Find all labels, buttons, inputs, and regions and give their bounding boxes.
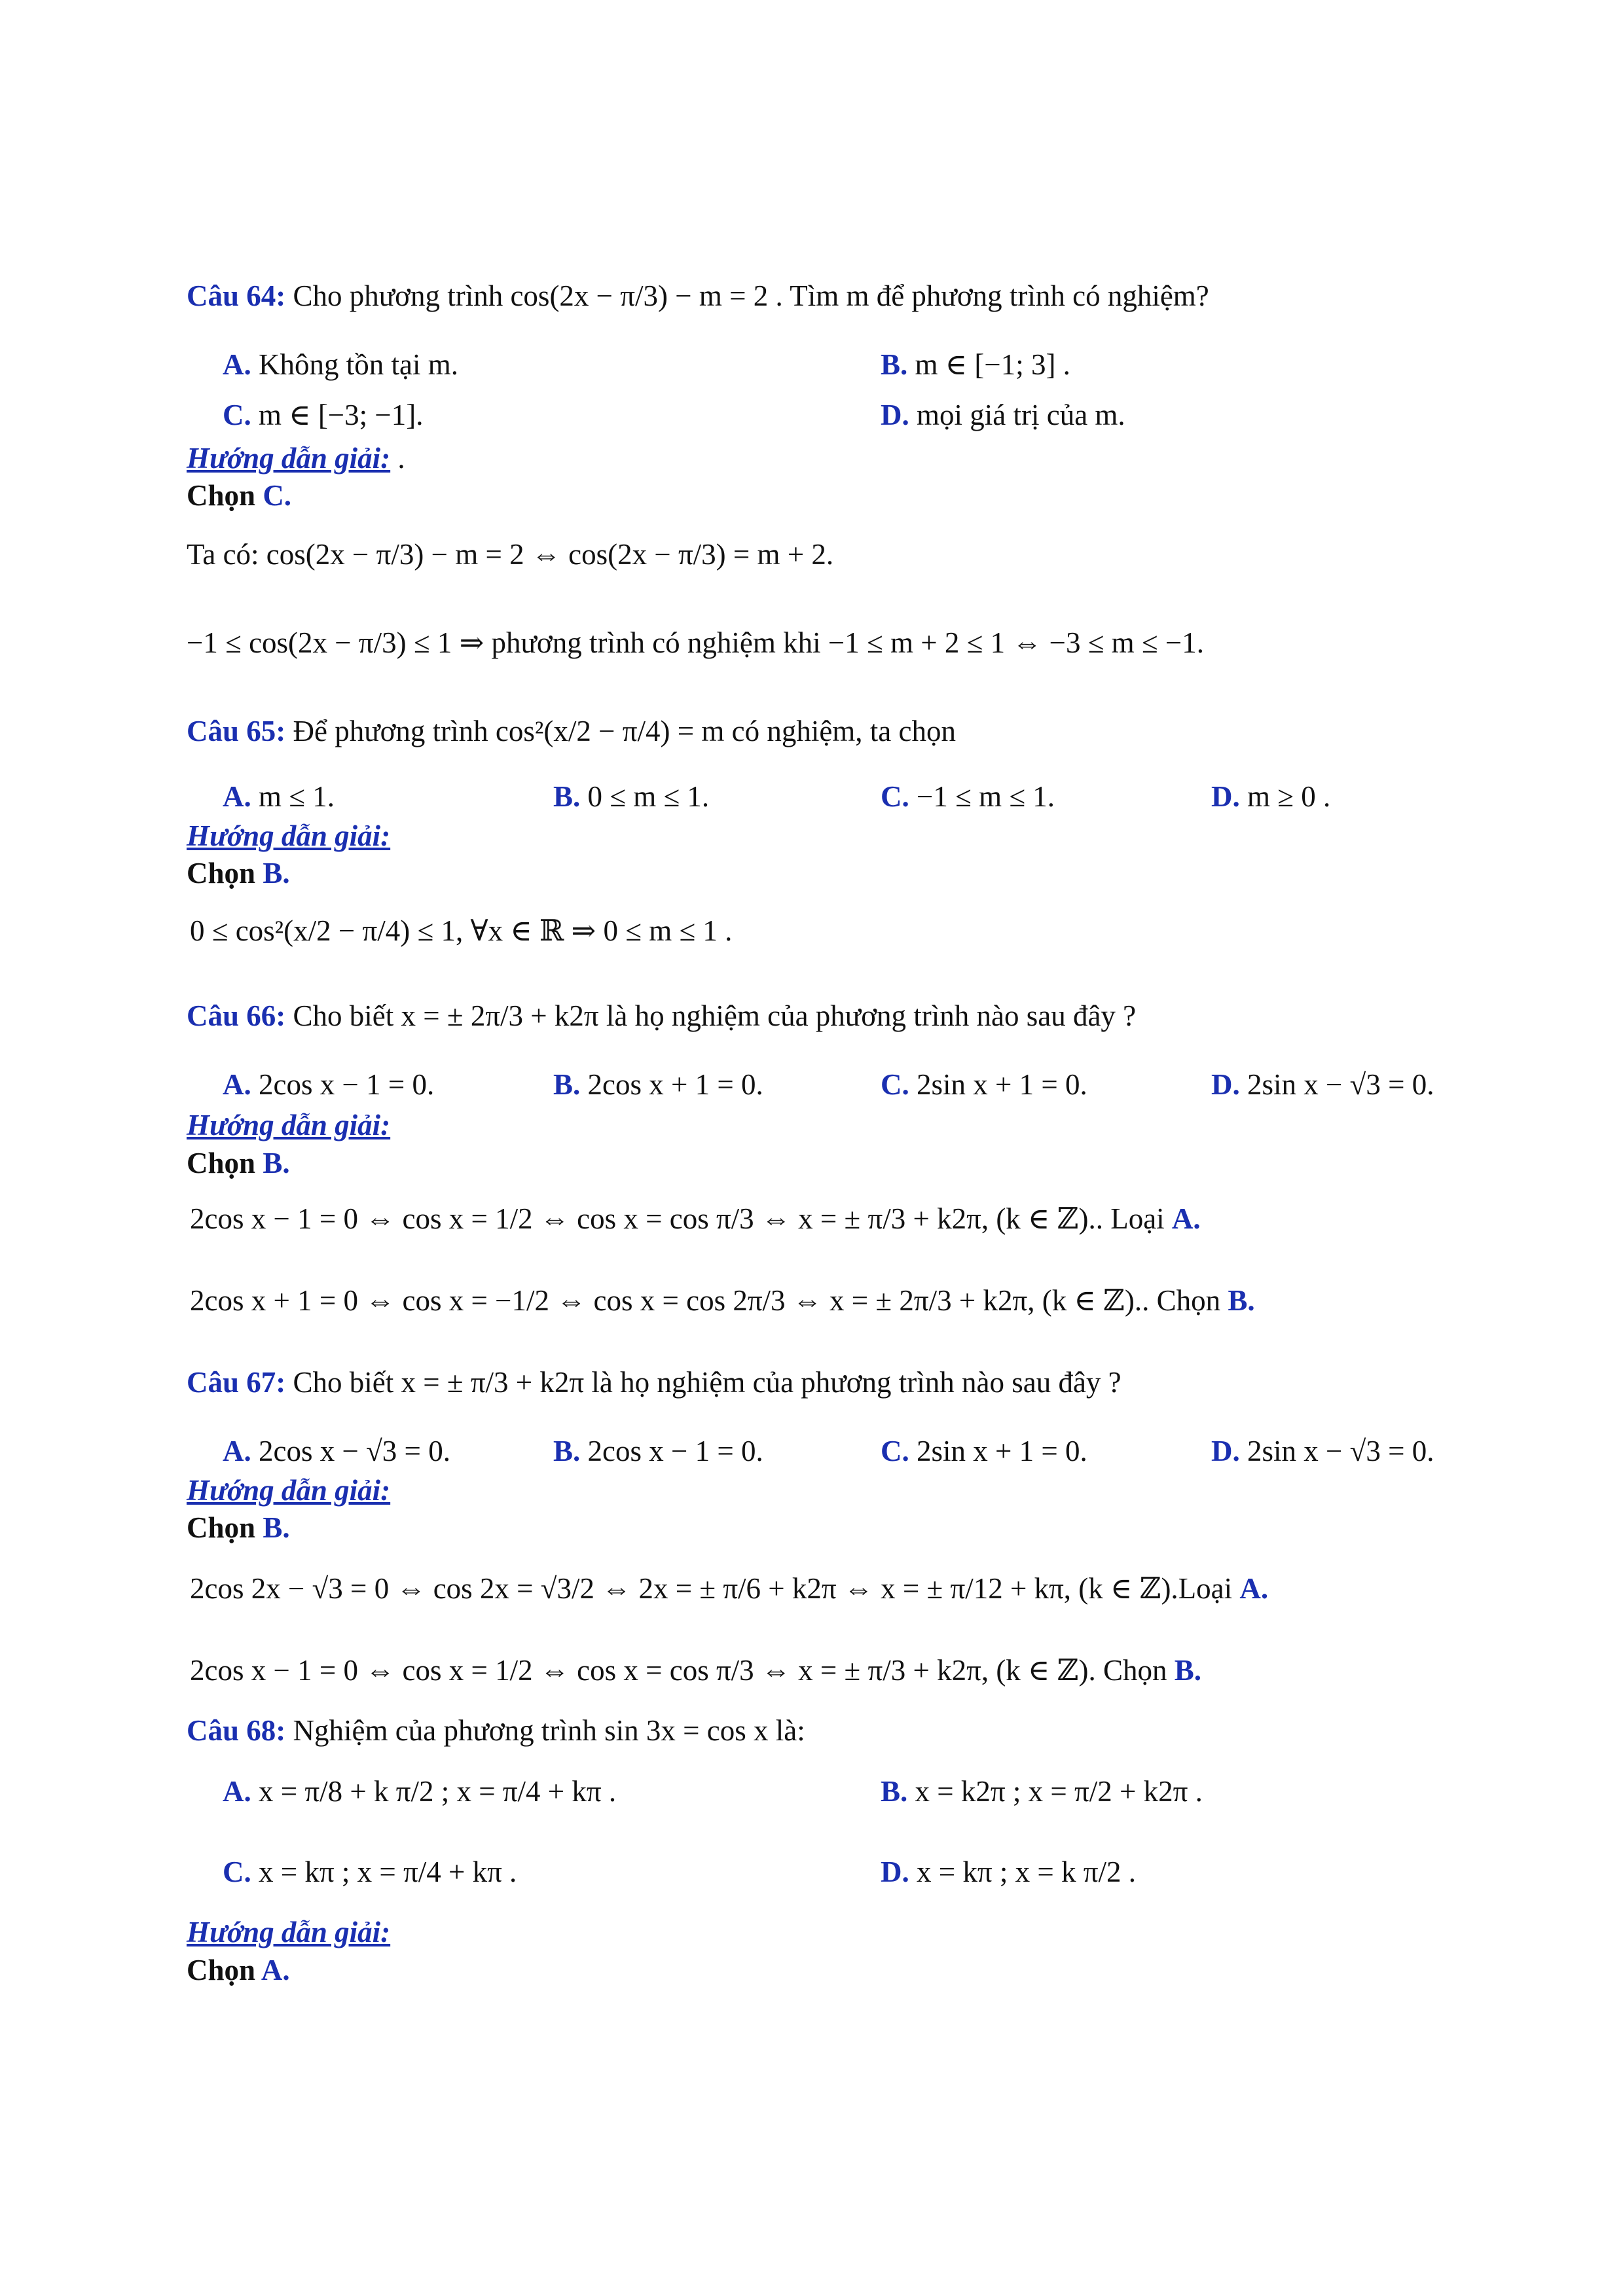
solution-tag: A. [1239, 1572, 1269, 1605]
guide-suffix: . [390, 442, 405, 475]
solution-tag: B. [1228, 1284, 1255, 1317]
option-key: D. [1211, 780, 1240, 813]
option-c[interactable] [223, 1857, 517, 1887]
option-key: D. [881, 399, 909, 431]
solution-math: 2cos x − 1 = 0 ⇔ cos x = 1/2 ⇔ cos x = cos π/3 ⇔ x = ± π/3 + k2π, (k ∈ ℤ).. Loại [190, 1202, 1165, 1235]
solution-heading [187, 821, 390, 851]
chosen-answer [187, 1956, 290, 1985]
solution-heading [187, 1476, 390, 1505]
solution-step [190, 1286, 1255, 1316]
solution-step [190, 1204, 1201, 1234]
option-key: A. [223, 1775, 251, 1808]
solution-math: 2cos x − 1 = 0 ⇔ cos x = 1/2 ⇔ cos x = cos π/3 ⇔ x = ± π/3 + k2π, (k ∈ ℤ). Chọn [190, 1654, 1167, 1687]
question-68 [187, 1716, 805, 1746]
option-key: C. [223, 399, 251, 431]
option-b[interactable] [553, 782, 709, 812]
option-d[interactable] [881, 401, 1125, 430]
solution-math: 2cos x + 1 = 0 ⇔ cos x = −1/2 ⇔ cos x = cos 2π/3 ⇔ x = ± 2π/3 + k2π, (k ∈ ℤ).. Chọn [190, 1284, 1221, 1317]
question-67 [187, 1368, 1122, 1397]
chosen-answer [187, 859, 290, 888]
option-text: mọi giá trị của m. [917, 399, 1125, 431]
question-label: Câu 65: [187, 715, 286, 747]
option-text: −1 ≤ m ≤ 1. [917, 780, 1055, 813]
solution-step: −1 ≤ cos(2x − π/3) ≤ 1 ⇒ phương trình có nghiệm khi −1 ≤ m + 2 ≤ 1 ⇔ −3 ≤ m ≤ −1. [187, 626, 1204, 659]
option-text: x = kπ ; x = π/4 + kπ . [259, 1856, 517, 1888]
option-text: 2cos x − 1 = 0. [587, 1435, 763, 1467]
solution-heading [187, 1111, 390, 1140]
option-a[interactable] [223, 350, 458, 380]
solution-tag: B. [1174, 1654, 1201, 1687]
option-c[interactable] [881, 1070, 1087, 1100]
option-key: B. [881, 348, 908, 381]
question-label: Câu 66: [187, 999, 286, 1032]
option-a[interactable] [223, 1437, 450, 1466]
answer-key: B. [263, 857, 290, 889]
question-text: Cho phương trình cos(2x − π/3) − m = 2 . Tìm m để phương trình có nghiệm? [293, 279, 1209, 312]
option-text: Không tồn tại m. [259, 348, 458, 381]
option-key: D. [1211, 1068, 1240, 1101]
question-label: Câu 64: [187, 279, 286, 312]
question-text: Cho biết x = ± 2π/3 + k2π là họ nghiệm của phương trình nào sau đây ? [293, 999, 1137, 1032]
option-key: C. [881, 1435, 909, 1467]
solution-tag: A. [1171, 1202, 1201, 1235]
option-d[interactable] [1211, 1437, 1434, 1466]
option-text: 2cos x + 1 = 0. [587, 1068, 763, 1101]
option-text: 2sin x − √3 = 0. [1247, 1068, 1434, 1101]
guide-label: Hướng dẫn giải: [187, 819, 391, 852]
chon-label: Chọn [187, 1954, 256, 1986]
option-c[interactable] [223, 401, 424, 430]
option-a[interactable] [223, 1777, 616, 1806]
solution-math: 2cos 2x − √3 = 0 ⇔ cos 2x = √3/2 ⇔ 2x = ± π/6 + k2π ⇔ x = ± π/12 + kπ, (k ∈ ℤ).Loại [190, 1572, 1233, 1605]
question-text: Để phương trình cos²(x/2 − π/4) = m có nghiệm, ta chọn [293, 715, 956, 747]
guide-label: Hướng dẫn giải: [187, 1474, 391, 1507]
solution-step [190, 1574, 1268, 1604]
solution-step: 0 ≤ cos²(x/2 − π/4) ≤ 1, ∀x ∈ ℝ ⇒ 0 ≤ m ≤ 1 . [190, 914, 733, 947]
option-key: A. [223, 348, 251, 381]
chon-label: Chọn [187, 479, 256, 512]
option-b[interactable] [881, 1777, 1203, 1806]
option-text: m ≥ 0 . [1247, 780, 1331, 813]
option-key: A. [223, 780, 251, 813]
option-d[interactable] [881, 1857, 1136, 1887]
question-text: Cho biết x = ± π/3 + k2π là họ nghiệm của phương trình nào sau đây ? [293, 1366, 1122, 1399]
answer-key: B. [263, 1147, 290, 1179]
chosen-answer [187, 1149, 290, 1178]
solution-step [190, 1656, 1201, 1685]
option-text: x = k2π ; x = π/2 + k2π . [915, 1775, 1203, 1808]
option-text: 2sin x + 1 = 0. [917, 1435, 1087, 1467]
option-text: 2cos x − √3 = 0. [259, 1435, 450, 1467]
option-text: 2sin x − √3 = 0. [1247, 1435, 1434, 1467]
option-b[interactable] [553, 1437, 763, 1466]
option-key: C. [881, 1068, 909, 1101]
solution-heading [187, 1918, 390, 1947]
solution-heading [187, 444, 405, 473]
option-a[interactable] [223, 782, 335, 812]
solution-step: Ta có: cos(2x − π/3) − m = 2 ⇔ cos(2x − π/3) = m + 2. [187, 538, 834, 571]
answer-key: A. [261, 1954, 290, 1986]
option-b[interactable] [553, 1070, 763, 1100]
option-text: 2cos x − 1 = 0. [259, 1068, 435, 1101]
option-text: m ∈ [−3; −1]. [259, 399, 424, 431]
chosen-answer [187, 481, 291, 511]
option-c[interactable] [881, 1437, 1087, 1466]
option-d[interactable] [1211, 1070, 1434, 1100]
answer-key: B. [263, 1511, 290, 1544]
option-key: C. [223, 1856, 251, 1888]
option-key: B. [553, 1435, 581, 1467]
option-key: B. [881, 1775, 908, 1808]
option-key: C. [881, 780, 909, 813]
question-65 [187, 717, 956, 746]
option-key: A. [223, 1435, 251, 1467]
option-a[interactable] [223, 1070, 434, 1100]
option-text: x = π/8 + k π/2 ; x = π/4 + kπ . [259, 1775, 617, 1808]
question-label: Câu 68: [187, 1714, 286, 1747]
guide-label: Hướng dẫn giải: [187, 442, 391, 475]
answer-key: C. [263, 479, 292, 512]
option-c[interactable] [881, 782, 1055, 812]
chon-label: Chọn [187, 1511, 256, 1544]
option-text: x = kπ ; x = k π/2 . [917, 1856, 1136, 1888]
question-label: Câu 67: [187, 1366, 286, 1399]
question-64 [187, 281, 1209, 311]
option-key: B. [553, 1068, 581, 1101]
option-key: D. [1211, 1435, 1240, 1467]
guide-label: Hướng dẫn giải: [187, 1916, 391, 1948]
question-text: Nghiệm của phương trình sin 3x = cos x là: [293, 1714, 805, 1747]
option-text: m ∈ [−1; 3] . [915, 348, 1070, 381]
chon-label: Chọn [187, 857, 256, 889]
option-key: A. [223, 1068, 251, 1101]
option-d[interactable] [1211, 782, 1330, 812]
option-text: m ≤ 1. [259, 780, 335, 813]
chon-label: Chọn [187, 1147, 256, 1179]
option-key: B. [553, 780, 581, 813]
option-b[interactable] [881, 350, 1070, 380]
chosen-answer [187, 1513, 290, 1543]
guide-label: Hướng dẫn giải: [187, 1109, 391, 1141]
option-key: D. [881, 1856, 909, 1888]
option-text: 2sin x + 1 = 0. [917, 1068, 1087, 1101]
question-66 [187, 1001, 1136, 1031]
option-text: 0 ≤ m ≤ 1. [587, 780, 710, 813]
